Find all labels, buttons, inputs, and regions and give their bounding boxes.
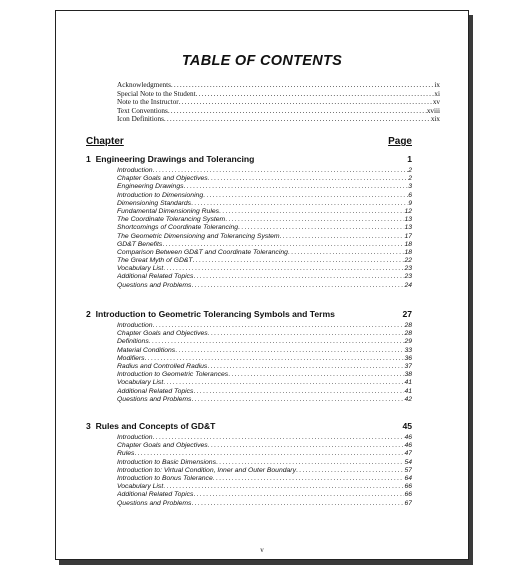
front-matter-list — [117, 81, 440, 124]
chapter-heading — [86, 421, 412, 434]
section-entry — [117, 363, 412, 371]
entry-label: Introduction — [117, 322, 153, 329]
dot-leader — [153, 434, 405, 442]
entry-page: 66 — [404, 483, 412, 491]
entry-label: Shortcomings of Coordinate Tolerancing — [117, 224, 239, 232]
section-entry — [117, 371, 412, 379]
dot-leader — [134, 450, 404, 458]
chapter-heading — [86, 309, 412, 322]
entry-label: Introduction to Basic Dimensions — [117, 458, 216, 466]
front-matter-item — [117, 115, 440, 124]
chapter-3 — [86, 421, 412, 508]
entry-label: Radius and Controlled Radius — [117, 362, 208, 370]
dot-leader — [208, 175, 409, 183]
entry-page: 9 — [408, 199, 412, 207]
entry-page: 57 — [404, 466, 412, 474]
entry-label: Introduction — [117, 167, 153, 174]
dot-leader — [184, 183, 409, 191]
section-entry — [117, 192, 412, 200]
section-entry — [117, 273, 412, 281]
section-entry — [117, 459, 412, 467]
chapter-page: 27 — [402, 309, 412, 319]
section-entry — [117, 175, 412, 183]
section-entry — [117, 450, 412, 458]
section-entry — [117, 183, 412, 191]
dot-leader — [163, 379, 404, 387]
chapter-sections — [117, 167, 412, 290]
dot-leader — [149, 338, 405, 346]
dot-leader — [164, 115, 431, 123]
entry-page: 38 — [404, 371, 412, 379]
section-entry — [117, 442, 412, 450]
entry-label: Acknowledgments — [117, 81, 171, 89]
entry-page: 3 — [408, 183, 412, 191]
entry-label: Chapter Goals and Objectives — [117, 442, 208, 450]
entry-page: xix — [430, 115, 440, 124]
entry-label: The Great Myth of GD&T — [117, 257, 193, 265]
section-entry — [117, 379, 412, 387]
section-entry — [117, 216, 412, 224]
page-number-footer: v — [260, 546, 264, 554]
dot-leader — [296, 467, 404, 475]
entry-label: Fundamental Dimensioning Rules — [117, 207, 220, 215]
section-entry — [117, 322, 412, 330]
entry-page: 18 — [404, 240, 412, 248]
entry-label: The Coordinate Tolerancing System — [117, 216, 226, 224]
entry-label: Chapter Goals and Objectives — [117, 175, 208, 183]
entry-label: Vocabulary List — [117, 265, 164, 273]
entry-label: Material Conditions — [117, 346, 176, 354]
dot-leader — [219, 208, 404, 216]
entry-page: 18 — [404, 248, 412, 256]
section-entry — [117, 347, 412, 355]
dot-leader — [288, 249, 405, 257]
entry-page: 17 — [404, 232, 412, 240]
entry-label: Note to the Instructor — [117, 98, 179, 107]
entry-label: Chapter Goals and Objectives — [117, 330, 208, 338]
dot-leader — [238, 224, 404, 232]
dot-leader — [203, 192, 408, 200]
chapter-heading — [86, 154, 412, 167]
entry-page: 67 — [404, 499, 412, 507]
entry-label: Dimensioning Standards — [117, 199, 192, 207]
chapter-column-header: Chapter — [86, 136, 124, 147]
dot-leader — [196, 90, 435, 98]
entry-label: GD&T Benefits — [117, 240, 163, 248]
section-entry — [117, 338, 412, 346]
entry-page: 23 — [404, 273, 412, 281]
front-matter-item — [117, 98, 440, 107]
entry-label: The Geometric Dimensioning and Tolerancing System — [117, 232, 280, 240]
entry-label: Additional Related Topics — [117, 491, 194, 499]
section-entry — [117, 491, 412, 499]
dot-leader — [175, 347, 404, 355]
entry-label: Vocabulary List — [117, 483, 164, 491]
dot-leader — [193, 273, 404, 281]
entry-page: 28 — [404, 330, 412, 338]
entry-page: 6 — [408, 191, 412, 199]
entry-label: Icon Definitions — [117, 115, 164, 124]
dot-leader — [163, 483, 404, 491]
dot-leader — [179, 98, 433, 106]
section-entry — [117, 483, 412, 491]
entry-label: Definitions — [117, 338, 149, 346]
entry-page: 22 — [404, 257, 412, 265]
entry-page: 66 — [404, 491, 412, 499]
section-entry — [117, 265, 412, 273]
entry-page: 13 — [404, 224, 412, 232]
section-entry — [117, 467, 412, 475]
entry-page: 41 — [404, 387, 412, 395]
front-matter-item — [117, 90, 440, 99]
dot-leader — [153, 322, 405, 330]
entry-page: 41 — [404, 379, 412, 387]
document-page — [55, 10, 469, 560]
entry-label: Introduction to: Virtual Condition, Inner and Outer Boundary — [117, 466, 296, 474]
entry-label: Text Conventions — [117, 106, 168, 115]
entry-page: 24 — [404, 281, 412, 289]
entry-page: 46 — [404, 434, 412, 441]
column-headers — [86, 136, 412, 147]
entry-label: Engineering Drawings — [117, 183, 184, 191]
section-entry — [117, 355, 412, 363]
dot-leader — [171, 81, 435, 89]
entry-page: 13 — [404, 216, 412, 224]
dot-leader — [280, 233, 405, 241]
entry-page: 33 — [404, 346, 412, 354]
section-entry — [117, 282, 412, 290]
front-matter-item — [117, 107, 440, 116]
entry-page: 2 — [408, 175, 412, 183]
entry-page: 36 — [404, 354, 412, 362]
section-entry — [117, 233, 412, 241]
entry-label: Vocabulary List — [117, 379, 164, 387]
chapter-page: 45 — [402, 421, 412, 431]
entry-page: 42 — [404, 395, 412, 403]
dot-leader — [162, 241, 404, 249]
dot-leader — [191, 396, 404, 404]
section-entry — [117, 396, 412, 404]
entry-label: Comparison Between GD&T and Coordinate Tolerancing — [117, 248, 288, 256]
entry-label: Additional Related Topics — [117, 273, 194, 281]
section-entry — [117, 208, 412, 216]
chapter-title: 2 Introduction to Geometric Tolerancing Symbols and Terms — [86, 309, 335, 319]
section-entry — [117, 500, 412, 508]
entry-label: Modifiers — [117, 354, 145, 362]
section-entry — [117, 249, 412, 257]
entry-label: Special Note to the Student — [117, 89, 196, 98]
entry-page: xi — [434, 89, 440, 98]
entry-page: 54 — [404, 458, 412, 466]
entry-label: Introduction — [117, 434, 153, 441]
dot-leader — [191, 282, 404, 290]
dot-leader — [193, 388, 404, 396]
section-entry — [117, 388, 412, 396]
entry-page: ix — [434, 81, 440, 89]
entry-page: 29 — [404, 338, 412, 346]
entry-page: 37 — [404, 362, 412, 370]
entry-label: Introduction to Dimensioning — [117, 191, 204, 199]
entry-page: 23 — [404, 265, 412, 273]
dot-leader — [225, 216, 404, 224]
entry-label: Rules — [117, 450, 135, 458]
dot-leader — [168, 107, 427, 115]
dot-leader — [216, 459, 404, 467]
dot-leader — [153, 167, 409, 175]
dot-leader — [191, 200, 408, 208]
front-matter-item — [117, 81, 440, 90]
entry-page: 64 — [404, 474, 412, 482]
section-entry — [117, 200, 412, 208]
page-column-header: Page — [388, 136, 412, 147]
entry-page: 46 — [404, 442, 412, 450]
dot-leader — [191, 500, 404, 508]
entry-label: Questions and Problems — [117, 499, 192, 507]
dot-leader — [213, 475, 405, 483]
chapter-sections — [117, 434, 412, 508]
entry-label: Additional Related Topics — [117, 387, 194, 395]
section-entry — [117, 434, 412, 442]
entry-label: Questions and Problems — [117, 395, 192, 403]
chapter-title: 3 Rules and Concepts of GD&T — [86, 421, 216, 431]
entry-label: Introduction to Geometric Tolerances — [117, 371, 229, 379]
section-entry — [117, 167, 412, 175]
dot-leader — [208, 330, 405, 338]
section-entry — [117, 475, 412, 483]
section-entry — [117, 224, 412, 232]
section-entry — [117, 241, 412, 249]
dot-leader — [193, 257, 405, 265]
dot-leader — [163, 265, 404, 273]
dot-leader — [228, 371, 404, 379]
chapter-sections — [117, 322, 412, 404]
section-entry — [117, 330, 412, 338]
entry-label: Introduction to Bonus Tolerance — [117, 474, 213, 482]
chapter-title: 1 Engineering Drawings and Tolerancing — [86, 154, 255, 164]
entry-page: 12 — [404, 207, 412, 215]
dot-leader — [193, 491, 404, 499]
entry-page: xviii — [426, 106, 440, 115]
chapter-1 — [86, 154, 412, 290]
dot-leader — [207, 363, 404, 371]
section-entry — [117, 257, 412, 265]
entry-page: 2 — [408, 167, 412, 174]
chapter-2 — [86, 309, 412, 404]
page-title: TABLE OF CONTENTS — [181, 53, 343, 69]
entry-page: 47 — [404, 450, 412, 458]
entry-page: 28 — [404, 322, 412, 329]
chapter-page: 1 — [407, 154, 412, 164]
dot-leader — [145, 355, 405, 363]
dot-leader — [208, 442, 405, 450]
entry-page: xv — [432, 98, 440, 107]
entry-label: Questions and Problems — [117, 281, 192, 289]
